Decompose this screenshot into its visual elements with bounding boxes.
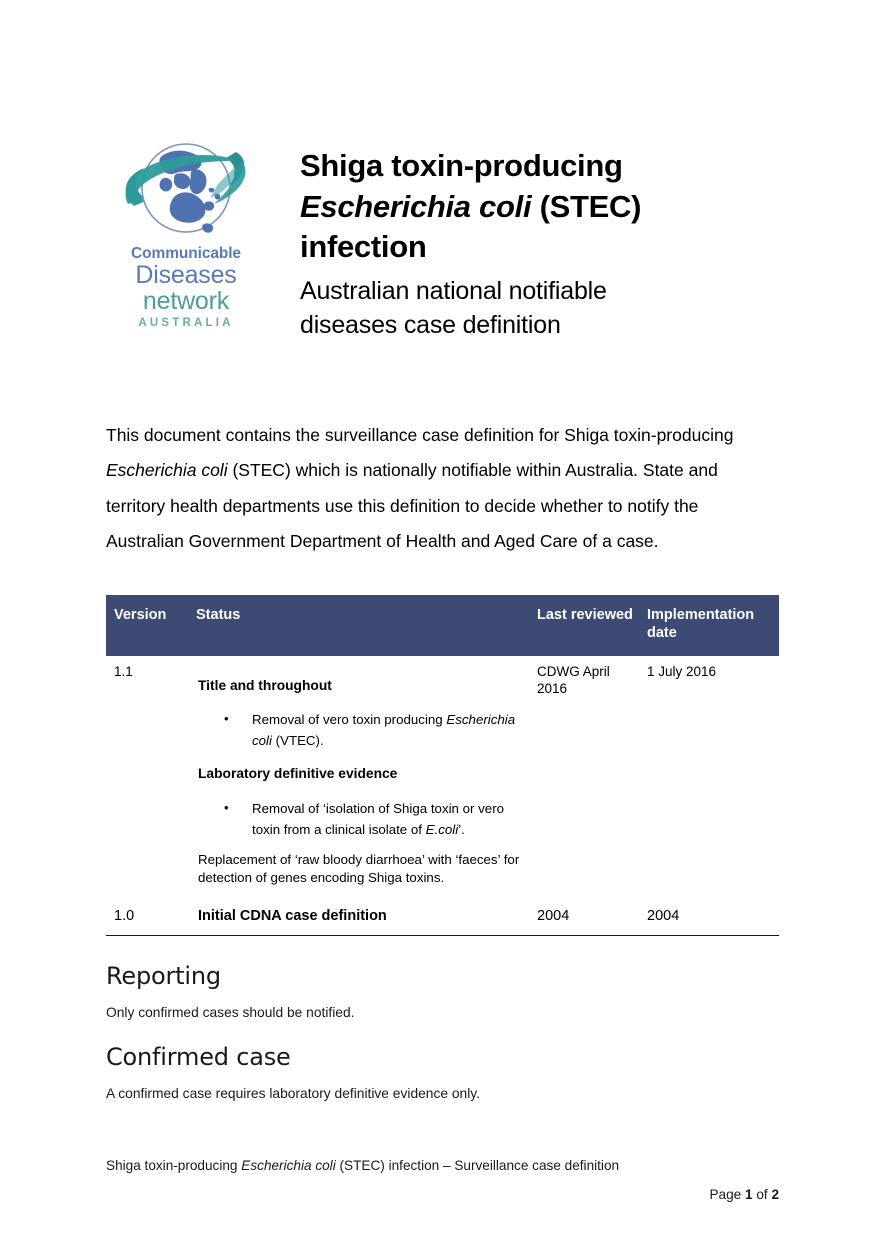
page-title-line3: infection: [300, 229, 427, 265]
section-heading-reporting: Reporting: [106, 962, 221, 990]
page-footer: [106, 1158, 779, 1202]
page-title-line1: Shiga toxin-producing: [300, 148, 623, 183]
intro-text-part2: (STEC) which is nationally notifiable within Australia. State and territory health departments use this definition to decide whether to notify the Australian Government Department of Health and Aged Care of a case.: [106, 460, 718, 551]
section-heading-confirmed-case: Confirmed case: [106, 1043, 291, 1071]
column-header-last-reviewed: Last reviewed: [529, 595, 639, 656]
cell-implementation-date: 2004: [639, 899, 779, 935]
cdna-wordmark: [131, 246, 241, 329]
table-row: [106, 656, 779, 900]
section-body-confirmed-case: A confirmed case requires laboratory definitive evidence only.: [106, 1086, 480, 1101]
page-number: [106, 1187, 779, 1202]
table-row: [106, 899, 779, 935]
bullet-1-text-part1: Removal of vero toxin producing: [252, 712, 447, 728]
page-number-middle: of: [752, 1187, 772, 1202]
table-header-row: [106, 595, 779, 656]
page-subtitle-line1: Australian national notifiable: [300, 276, 607, 305]
wordmark-line-communicable: Communicable: [131, 245, 241, 262]
status-note: Replacement of ‘raw bloody diarrhoea’ with ‘faeces’ for detection of genes encoding Shiga toxins.: [198, 852, 520, 886]
intro-text-part1: This document contains the surveillance case definition for Shiga toxin-producing: [106, 424, 734, 445]
cell-implementation-date: 1 July 2016: [647, 663, 717, 679]
wordmark-line-network: network: [142, 286, 230, 315]
document-masthead: [106, 128, 782, 342]
column-header-implementation-date: Implementation date: [639, 595, 779, 656]
cdna-logo: [106, 128, 266, 329]
page-number-prefix: Page: [709, 1187, 745, 1202]
page-title-abbrev: (STEC): [531, 188, 642, 224]
bullet-2-scientific-name: E.coli: [425, 822, 459, 838]
status-subheading-lab-evidence: Laboratory definitive evidence: [198, 766, 398, 782]
cell-status: [188, 656, 529, 900]
cell-last-reviewed: 2004: [529, 899, 639, 935]
title-block: [266, 128, 782, 342]
intro-scientific-name: Escherichia coli: [106, 460, 228, 480]
column-header-status: Status: [188, 595, 529, 656]
change-list-lab-evidence: [198, 798, 523, 840]
page-subtitle-line2: diseases case definition: [300, 310, 561, 339]
status-subheading-title: Title and throughout: [198, 677, 332, 693]
page-subtitle: [300, 274, 782, 342]
version-history-table: [106, 595, 779, 936]
page-number-current: 1: [744, 1187, 753, 1202]
change-list-title: [198, 709, 523, 751]
bullet-1-scientific-name: Escherichia coli: [252, 712, 516, 749]
cdna-globe-logo-icon: [118, 132, 254, 248]
footer-document-title: [106, 1158, 779, 1173]
wordmark-line-australia: AUSTRALIA: [138, 316, 234, 329]
section-reporting: [106, 962, 779, 1022]
cell-status: Initial CDNA case definition: [188, 899, 529, 935]
cell-version: 1.0: [106, 899, 188, 935]
page-number-total: 2: [771, 1187, 779, 1202]
cell-last-reviewed: CDWG April 2016: [537, 663, 610, 697]
page-title: [300, 146, 782, 268]
wordmark-line-diseases: Diseases: [135, 260, 237, 289]
list-item: [224, 798, 523, 840]
bullet-1-text-part2: (VTEC).: [271, 733, 324, 749]
bullet-2-text-part1: Removal of ‘isolation of Shiga toxin or vero toxin from a clinical isolate of: [252, 801, 505, 838]
page-title-scientific-name: Escherichia coli: [300, 188, 532, 224]
bullet-2-text-part2: ’.: [458, 822, 465, 838]
footer-text-part2: (STEC) infection – Surveillance case definition: [335, 1158, 620, 1173]
cell-version: 1.1: [114, 663, 133, 679]
footer-text-part1: Shiga toxin-producing: [106, 1158, 242, 1173]
column-header-version: Version: [106, 595, 188, 656]
footer-scientific-name: Escherichia coli: [241, 1158, 336, 1173]
section-confirmed-case: [106, 1043, 779, 1103]
section-body-reporting: Only confirmed cases should be notified.: [106, 1005, 355, 1020]
list-item: [224, 709, 523, 751]
intro-paragraph: [106, 418, 771, 560]
